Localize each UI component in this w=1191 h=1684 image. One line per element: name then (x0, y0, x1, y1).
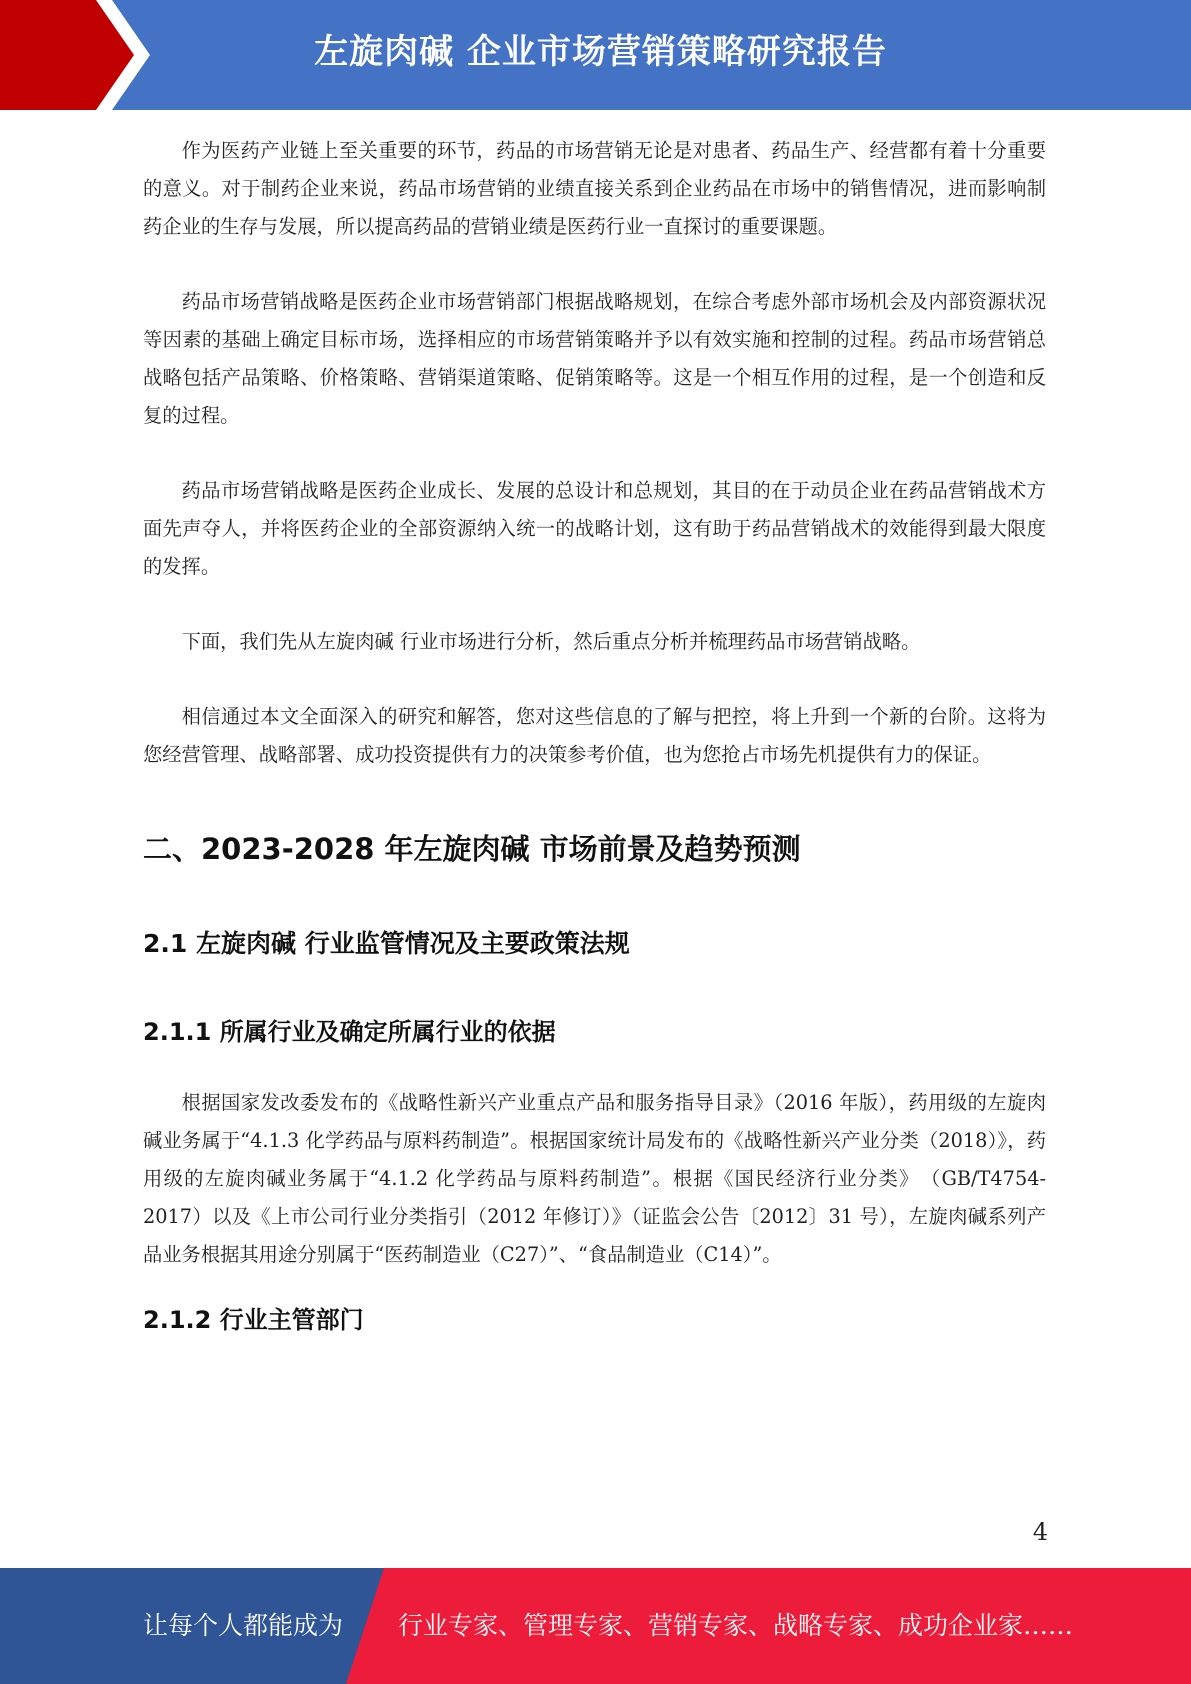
footer-slogan-left: 让每个人都能成为 (143, 1611, 344, 1640)
paragraph-intro: 作为医药产业链上至关重要的环节，药品的市场营销无论是对患者、药品生产、经营都有着十分重要的意义。对于制药企业来说，药品市场营销的业绩直接关系到企业药品在市场中的销售情况，进而影响制药企业的生存与发展，所以提高药品的营销业绩是医药行业一直探讨的重要课题。 (143, 139, 1046, 238)
header-title: 左旋肉碱 企业市场营销策略研究报告 (314, 32, 887, 72)
paragraph-industry-basis: 根据国家发改委发布的《战略性新兴产业重点产品和服务指导目录》（2016 年版），药用级的左旋肉碱业务属于“4.1.3 化学药品与原料药制造”。根据国家统计局发布的《战略性新兴产业分类（2018）》，药用级的左旋肉碱业务属于“4.1.2 化学药品与原料药制造”。根据《国民经济行业分类》 （GB/T4754-2017）以及《上市公司行业分类指引（2012 年修订）》（证监会公告〔2012〕31 号），左旋肉碱系列产品业务根据其用途分别属于“医药制造业（C27）”、“食品制造业（C14）”。 (143, 1091, 1046, 1266)
subsubsection-heading-industry: 2.1.1 所属行业及确定所属行业的依据 (143, 1018, 556, 1046)
subsection-heading: 2.1 左旋肉碱 行业监管情况及主要政策法规 (143, 929, 630, 958)
subsubsection-heading-authority: 2.1.2 行业主管部门 (143, 1306, 364, 1334)
paragraph-conclusion: 相信通过本文全面深入的研究和解答，您对这些信息的了解与把控，将上升到一个新的台阶。这将为您经营管理、战略部署、成功投资提供有力的决策参考价值，也为您抢占市场先机提供有力的保证。 (143, 705, 1046, 766)
page-footer (0, 1568, 1191, 1684)
page-number: 4 (1032, 1518, 1048, 1546)
paragraph-strategy-purpose: 药品市场营销战略是医药企业成长、发展的总设计和总规划，其目的在于动员企业在药品营销战术方面先声夺人，并将医药企业的全部资源纳入统一的战略计划，这有助于药品营销战术的效能得到最大限度的发挥。 (143, 479, 1046, 578)
section-heading: 二、2023-2028 年左旋肉碱 市场前景及趋势预测 (143, 832, 801, 866)
page-header (0, 0, 1191, 110)
footer-slogan-right: 行业专家、管理专家、营销专家、战略专家、成功企业家…… (398, 1611, 1074, 1640)
document-body (143, 132, 1046, 1338)
paragraph-outline: 下面，我们先从左旋肉碱 行业市场进行分析，然后重点分析并梳理药品市场营销战略。 (181, 630, 921, 653)
paragraph-strategy-definition: 药品市场营销战略是医药企业市场营销部门根据战略规划，在综合考虑外部市场机会及内部资源状况等因素的基础上确定目标市场，选择相应的市场营销策略并予以有效实施和控制的过程。药品市场营销总战略包括产品策略、价格策略、营销渠道策略、促销策略等。这是一个相互作用的过程，是一个创造和反复的过程。 (143, 290, 1046, 427)
